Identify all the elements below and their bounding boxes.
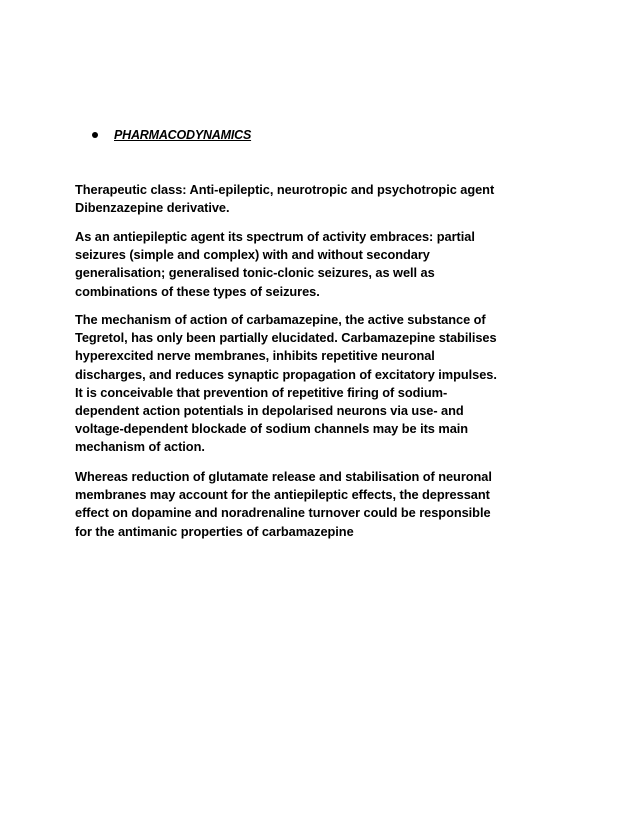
paragraph-therapeutic-class (75, 181, 570, 217)
paragraph-line: Therapeutic class: Anti-epileptic, neurotropic and psychotropic agent (75, 182, 495, 197)
paragraph-line: membranes may account for the antiepileptic effects, the depressant (75, 487, 490, 503)
paragraph-line: It is conceivable that prevention of repetitive firing of sodium- (75, 384, 448, 400)
paragraph-line: Whereas reduction of glutamate release and stabilisation of neuronal (75, 469, 492, 484)
bullet-icon (92, 132, 98, 138)
paragraph-line: The mechanism of action of carbamazepine, the active substance of (75, 312, 486, 327)
paragraph-mechanism-of-action (75, 311, 570, 457)
paragraph-line: hyperexcited nerve membranes, inhibits repetitive neuronal (75, 348, 435, 364)
paragraph-line: Dibenzazepine derivative. (75, 200, 230, 216)
paragraph-line: mechanism of action. (75, 439, 205, 455)
paragraph-line: discharges, and reduces synaptic propagation of excitatory impulses. (75, 366, 497, 382)
paragraph-line: voltage-dependent blockade of sodium channels may be its main (75, 421, 469, 437)
paragraph-line: generalisation; generalised tonic-clonic seizures, as well as (75, 265, 435, 281)
paragraph-spectrum-of-activity (75, 228, 570, 301)
paragraph-antimanic-properties (75, 468, 570, 541)
paragraph-line: dependent action potentials in depolarised neurons via use- and (75, 403, 464, 419)
paragraph-line: As an antiepileptic agent its spectrum of activity embraces: partial (75, 229, 475, 244)
paragraph-line: for the antimanic properties of carbamazepine (75, 523, 354, 539)
paragraph-line: Tegretol, has only been partially elucidated. Carbamazepine stabilises (75, 330, 497, 346)
section-heading-row (92, 128, 251, 142)
paragraph-line: effect on dopamine and noradrenaline turnover could be responsible (75, 505, 491, 521)
paragraph-line: combinations of these types of seizures. (75, 283, 320, 299)
paragraph-line: seizures (simple and complex) with and without secondary (75, 247, 430, 263)
section-heading: PHARMACODYNAMICS (114, 128, 252, 142)
